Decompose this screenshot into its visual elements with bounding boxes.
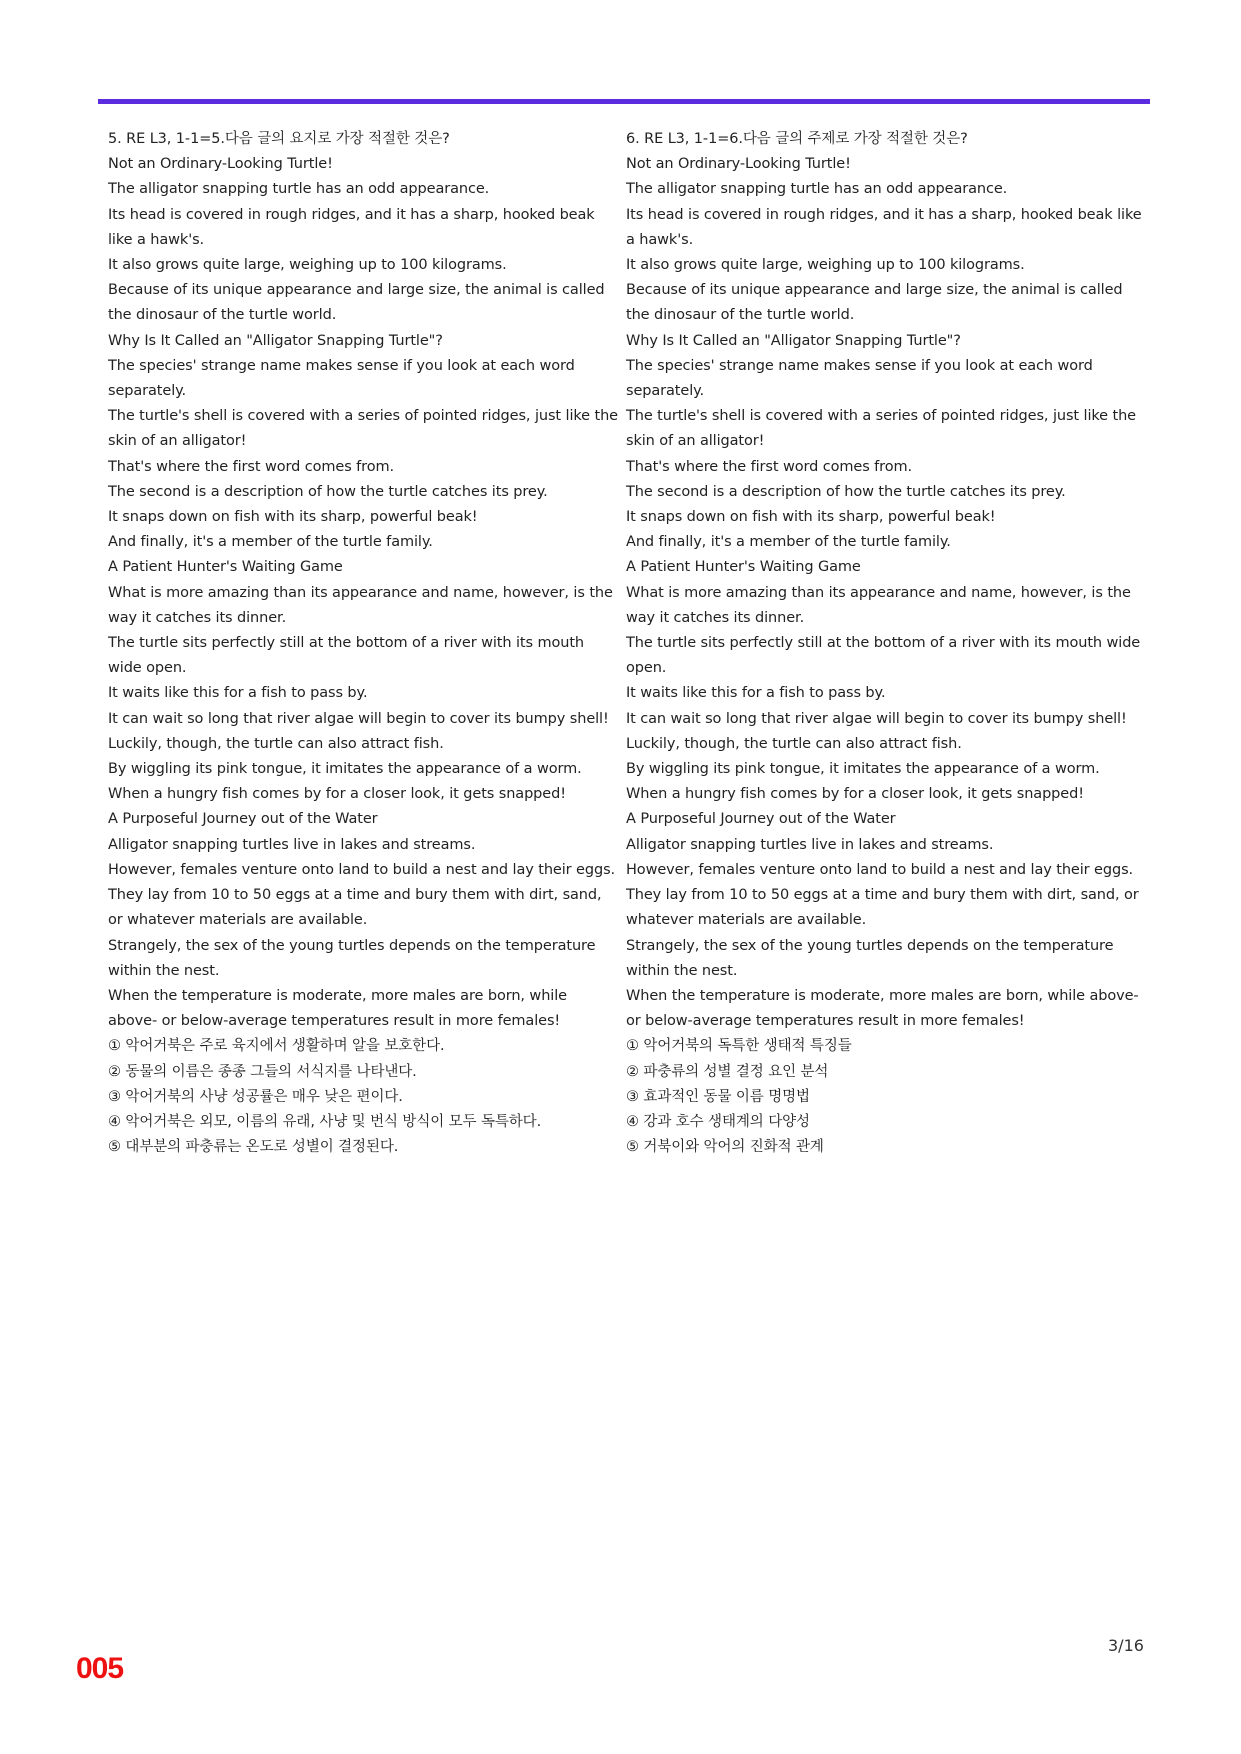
passage-sentence: The turtle's shell is covered with a series of pointed ridges, just like the skin of an alligator! <box>626 408 1136 450</box>
passage-sentence: The turtle's shell is covered with a series of pointed ridges, just like the skin of an alligator! <box>108 408 618 450</box>
passage-sentence: Strangely, the sex of the young turtles depends on the temperature within the nest. <box>626 937 1114 979</box>
passage-sentence: When the temperature is moderate, more males are born, while above- or below-average temperatures result in more females! <box>626 987 1139 1030</box>
answer-option[interactable]: ④ 강과 호수 생태계의 다양성 <box>626 1113 810 1130</box>
passage-sentence: That's where the first word comes from. <box>626 458 913 475</box>
passage-sentence: Because of its unique appearance and large size, the animal is called the dinosaur of the turtle world. <box>108 282 605 324</box>
answer-option[interactable]: ② 동물의 이름은 종종 그들의 서식지를 나타낸다. <box>108 1063 417 1080</box>
passage-sentence: Alligator snapping turtles live in lakes and streams. <box>108 836 476 853</box>
passage-sentence: However, females venture onto land to build a nest and lay their eggs. <box>626 861 1134 878</box>
answer-option[interactable]: ⑤ 거북이와 악어의 진화적 관계 <box>626 1139 824 1156</box>
passage-sentence: The alligator snapping turtle has an odd appearance. <box>626 181 1008 198</box>
passage-sentence: They lay from 10 to 50 eggs at a time and bury them with dirt, sand, or whatever materials are available. <box>626 887 1139 929</box>
passage-sentence: That's where the first word comes from. <box>108 458 395 475</box>
passage-sentence: It also grows quite large, weighing up to 100 kilograms. <box>108 257 507 274</box>
answer-option[interactable]: ② 파충류의 성별 결정 요인 분석 <box>626 1063 829 1080</box>
document-code: 005 <box>76 1652 124 1685</box>
passage-sentence: When a hungry fish comes by for a closer look, it gets snapped! <box>626 786 1084 803</box>
passage-sentence: Strangely, the sex of the young turtles depends on the temperature within the nest. <box>108 937 596 979</box>
passage-sentence: What is more amazing than its appearance and name, however, is the way it catches its dinner. <box>626 584 1131 626</box>
passage-sentence: The second is a description of how the turtle catches its prey. <box>626 483 1066 500</box>
passage-sentence: A Purposeful Journey out of the Water <box>626 811 896 828</box>
passage-sentence: The turtle sits perfectly still at the bottom of a river with its mouth wide open. <box>626 635 1141 677</box>
passage-sentence: It snaps down on fish with its sharp, powerful beak! <box>626 509 996 526</box>
answer-option[interactable]: ① 악어거북은 주로 육지에서 생활하며 알을 보호한다. <box>108 1038 445 1055</box>
passage-sentence: What is more amazing than its appearance and name, however, is the way it catches its dinner. <box>108 584 613 626</box>
passage-sentence: The turtle sits perfectly still at the bottom of a river with its mouth wide open. <box>108 635 585 677</box>
passage-sentence: Its head is covered in rough ridges, and it has a sharp, hooked beak like a hawk's. <box>108 206 595 248</box>
answer-option[interactable]: ④ 악어거북은 외모, 이름의 유래, 사냥 및 번식 방식이 모두 독특하다. <box>108 1113 542 1130</box>
passage-sentence: By wiggling its pink tongue, it imitates the appearance of a worm. <box>626 761 1100 778</box>
passage-sentence: When a hungry fish comes by for a closer look, it gets snapped! <box>108 786 566 803</box>
passage-sentence: By wiggling its pink tongue, it imitates the appearance of a worm. <box>108 761 582 778</box>
passage-sentence: Because of its unique appearance and large size, the animal is called the dinosaur of the turtle world. <box>626 282 1123 324</box>
passage-sentence: It also grows quite large, weighing up to 100 kilograms. <box>626 257 1025 274</box>
passage-sentence: The species' strange name makes sense if you look at each word separately. <box>108 357 575 400</box>
answer-option[interactable]: ③ 효과적인 동물 이름 명명법 <box>626 1088 810 1105</box>
answer-option[interactable]: ③ 악어거북의 사냥 성공률은 매우 낮은 편이다. <box>108 1088 403 1105</box>
passage-sentence: Luckily, though, the turtle can also attract fish. <box>108 735 444 752</box>
passage-sentence: Alligator snapping turtles live in lakes and streams. <box>626 836 994 853</box>
passage-sentence: However, females venture onto land to build a nest and lay their eggs. <box>108 861 616 878</box>
passage-sentence: And finally, it's a member of the turtle family. <box>108 534 433 551</box>
passage-sentence: Why Is It Called an "Alligator Snapping Turtle"? <box>108 332 443 349</box>
question-header: 6. RE L3, 1-1=6.다음 글의 주제로 가장 적절한 것은? <box>626 131 968 147</box>
passage-sentence: It waits like this for a fish to pass by. <box>626 685 886 702</box>
passage-sentence: A Patient Hunter's Waiting Game <box>108 559 343 576</box>
passage-sentence: When the temperature is moderate, more males are born, while above- or below-average temperatures result in more females! <box>108 987 567 1030</box>
passage-sentence: The species' strange name makes sense if you look at each word separately. <box>626 357 1093 400</box>
passage-sentence: It can wait so long that river algae will begin to cover its bumpy shell! <box>108 710 609 727</box>
answer-option[interactable]: ① 악어거북의 독특한 생태적 특징들 <box>626 1038 852 1055</box>
passage-sentence: A Purposeful Journey out of the Water <box>108 811 378 828</box>
passage-sentence: It snaps down on fish with its sharp, powerful beak! <box>108 509 478 526</box>
passage-sentence: The alligator snapping turtle has an odd appearance. <box>108 181 490 198</box>
passage-sentence: Why Is It Called an "Alligator Snapping Turtle"? <box>626 332 961 349</box>
header-rule <box>98 99 1150 104</box>
answer-option[interactable]: ⑤ 대부분의 파충류는 온도로 성별이 결정된다. <box>108 1139 399 1156</box>
question-5 <box>108 127 620 1160</box>
passage-sentence: They lay from 10 to 50 eggs at a time and bury them with dirt, sand, or whatever materials are available. <box>108 887 602 929</box>
passage-sentence: A Patient Hunter's Waiting Game <box>626 559 861 576</box>
passage-sentence: It can wait so long that river algae will begin to cover its bumpy shell! <box>626 710 1127 727</box>
question-header: 5. RE L3, 1-1=5.다음 글의 요지로 가장 적절한 것은? <box>108 131 450 147</box>
question-6 <box>626 127 1146 1160</box>
passage-sentence: Not an Ordinary-Looking Turtle! <box>626 156 851 173</box>
passage-sentence: Its head is covered in rough ridges, and it has a sharp, hooked beak like a hawk's. <box>626 206 1142 248</box>
passage-sentence: And finally, it's a member of the turtle family. <box>626 534 951 551</box>
passage-sentence: Not an Ordinary-Looking Turtle! <box>108 156 333 173</box>
passage-sentence: The second is a description of how the turtle catches its prey. <box>108 483 548 500</box>
page-number: 3/16 <box>1108 1636 1144 1655</box>
passage-sentence: It waits like this for a fish to pass by. <box>108 685 368 702</box>
passage-sentence: Luckily, though, the turtle can also attract fish. <box>626 735 962 752</box>
